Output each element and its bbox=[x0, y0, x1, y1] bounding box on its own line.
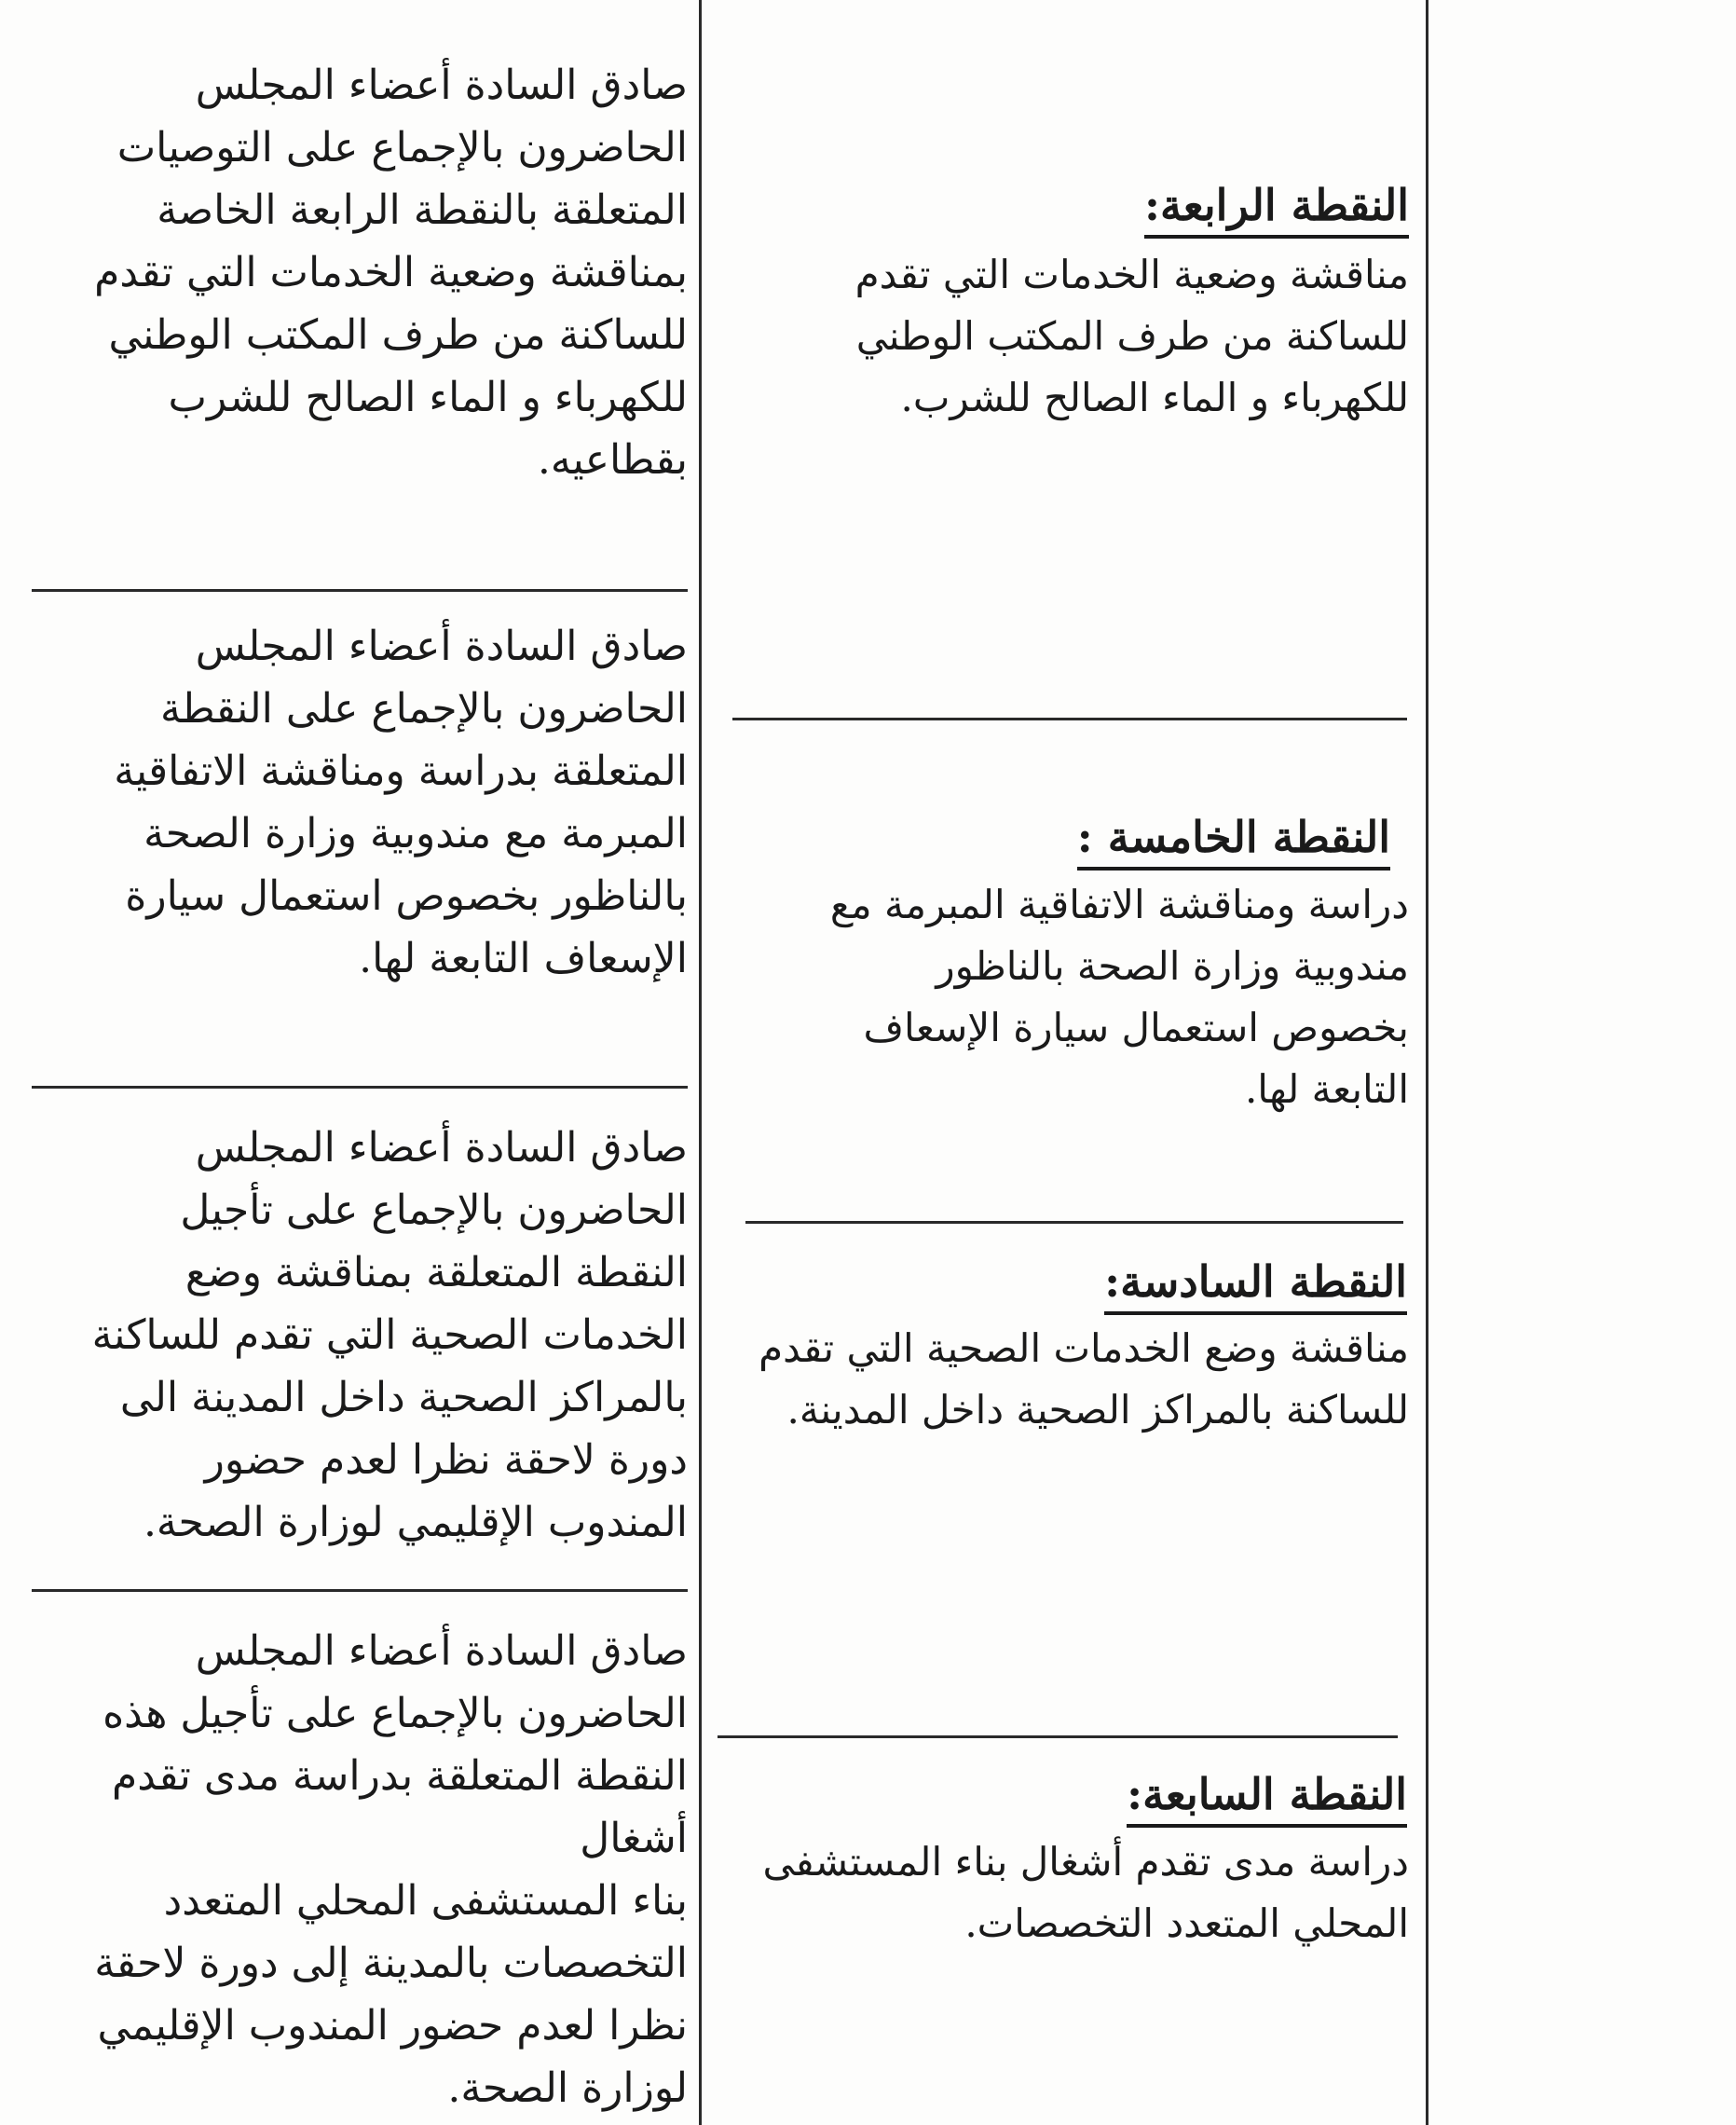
section-separator bbox=[732, 718, 1407, 720]
point-7-description: دراسة مدى تقدم أشغال بناء المستشفى المحلي المتعدد التخصصات. bbox=[762, 1839, 1409, 1946]
decision-text-point-6: صادق السادة أعضاء المجلس الحاضرون بالإجماع على تأجيل النقطة المتعلقة بمناقشة وضع الخدمات الصحية التي تقدم للساكنة بالمراكز الصحية داخل المدينة الى دورة لاحقة نظرا لعدم حضور المندوب الإقليمي لوزارة الصحة. bbox=[91, 1124, 688, 1546]
column-divider-right bbox=[1426, 0, 1428, 2125]
section-separator bbox=[745, 1221, 1403, 1224]
section-separator bbox=[32, 1086, 688, 1089]
point-7-heading-wrap bbox=[718, 1766, 1407, 1828]
point-7-heading: النقطة السابعة: bbox=[1127, 1766, 1407, 1828]
point-4-description: مناقشة وضعية الخدمات التي تقدم للساكنة من طرف المكتب الوطني للكهرباء و الماء الصالح للشرب. bbox=[854, 252, 1409, 420]
point-4-heading: النقطة الرابعة: bbox=[1144, 177, 1409, 239]
point-6-description: مناقشة وضع الخدمات الصحية التي تقدم للساكنة بالمراكز الصحية داخل المدينة. bbox=[759, 1325, 1409, 1433]
decision-text-point-5: صادق السادة أعضاء المجلس الحاضرون بالإجماع على النقطة المتعلقة بدراسة ومناقشة الاتفاقية المبرمة مع مندوبية وزارة الصحة بالناظور بخصوص استعمال سيارة الإسعاف التابعة لها. bbox=[114, 623, 688, 982]
column-divider-left bbox=[699, 0, 702, 2125]
decision-text-point-7: صادق السادة أعضاء المجلس الحاضرون بالإجماع على تأجيل هذه النقطة المتعلقة بدراسة مدى تقدم أشغال بناء المستشفى المحلي المتعدد التخصصات بالمدينة إلى دورة لاحقة نظرا لعدم حضور المندوب الإقليمي لوزارة الصحة. bbox=[94, 1627, 688, 2112]
section-separator bbox=[718, 1735, 1398, 1738]
point-5-heading-wrap bbox=[718, 809, 1390, 871]
point-6-heading-wrap bbox=[718, 1254, 1407, 1315]
section-separator bbox=[32, 1589, 688, 1592]
point-4-heading-wrap bbox=[718, 177, 1409, 239]
point-6-heading: النقطة السادسة: bbox=[1104, 1254, 1407, 1315]
decision-text-point-4: صادق السادة أعضاء المجلس الحاضرون بالإجماع على التوصيات المتعلقة بالنقطة الرابعة الخاصة بمناقشة وضعية الخدمات التي تقدم للساكنة من طرف المكتب الوطني للكهرباء و الماء الصالح للشرب بقطاعيه. bbox=[94, 62, 688, 484]
point-5-heading: النقطة الخامسة : bbox=[1077, 809, 1390, 871]
section-separator bbox=[32, 589, 688, 592]
point-5-description: دراسة ومناقشة الاتفاقية المبرمة مع مندوبية وزارة الصحة بالناظور بخصوص استعمال سيارة الإسعاف التابعة لها. bbox=[829, 882, 1409, 1112]
